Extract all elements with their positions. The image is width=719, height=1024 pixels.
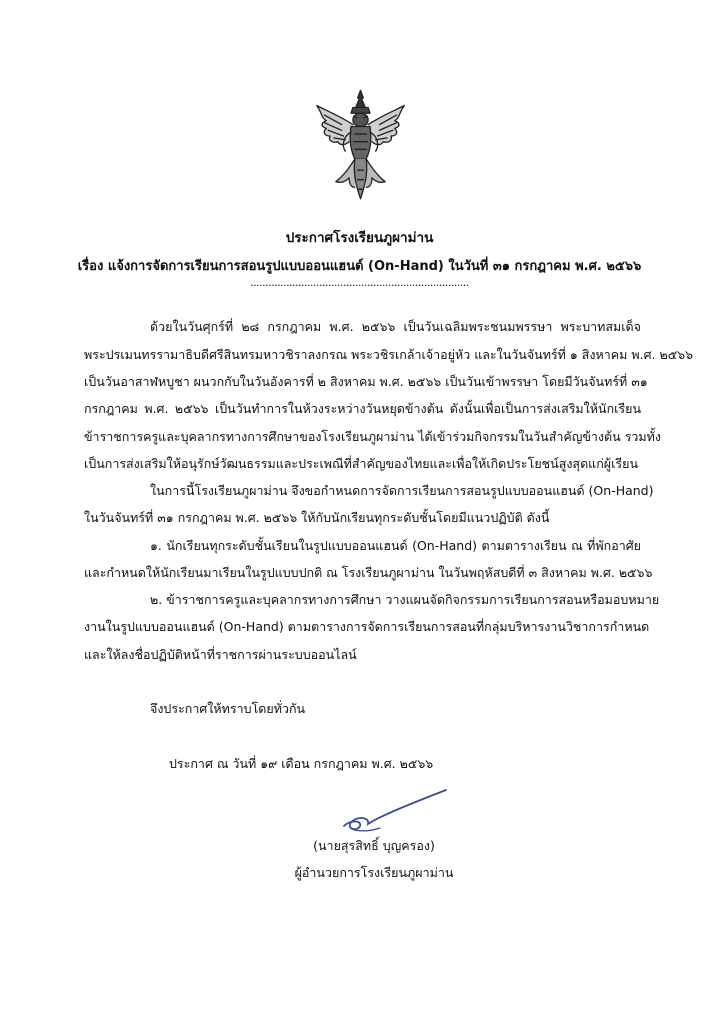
body-line: งานในรูปแบบออนแฮนด์ (On-Hand) ตามตารางการจัดการเรียนการสอนที่กลุ่มบริหารงานวิชาการกำหนด xyxy=(84,619,650,634)
body-line: เป็นการส่งเสริมให้อนุรักษ์วัฒนธรรมและประเพณีที่สำคัญของไทยและเพื่อให้เกิดประโยชน์สูงสุดแก่ผู้เรียน xyxy=(84,456,638,471)
body-line: ในวันจันทร์ที่ ๓๑ กรกฎาคม พ.ศ. ๒๕๖๖ ให้กับนักเรียนทุกระดับชั้นโดยมีแนวปฏิบัติ ดังนี้ xyxy=(84,510,550,525)
title-separator: ......................................................................... xyxy=(250,276,469,289)
body-line: เป็นวันอาสาฬหบูชา ผนวกกับในวันอังคารที่ ๒ สิงหาคม พ.ศ. ๒๕๖๖ เป็นวันเข้าพรรษา โดยมีวันจันทร์ที่ ๓๑ xyxy=(84,374,648,389)
body-line: ๑. นักเรียนทุกระดับชั้นเรียนในรูปแบบออนแฮนด์ (On-Hand) ตามตารางเรียน ณ ที่พักอาศัย xyxy=(150,538,641,553)
signer-name: (นายสุรสิทธิ์ บุญครอง) xyxy=(313,838,435,853)
announcement-subject: เรื่อง แจ้งการจัดการเรียนการสอนรูปแบบออนแฮนด์ (On-Hand) ในวันที่ ๓๑ กรกฎาคม พ.ศ. ๒๕๖๖ xyxy=(77,259,642,274)
signer-position: ผู้อำนวยการโรงเรียนภูผาม่าน xyxy=(294,865,454,880)
body-line: ด้วยในวันศุกร์ที่ ๒๘ กรกฎาคม พ.ศ. ๒๕๖๖ เป็นวันเฉลิมพระชนมพรรษา พระบาทสมเด็จ xyxy=(150,319,641,334)
body-line: และให้ลงชื่อปฏิบัติหน้าที่ราชการผ่านระบบออนไลน์ xyxy=(84,647,357,662)
body-line: และกำหนดให้นักเรียนมาเรียนในรูปแบบปกติ ณ โรงเรียนภูผาม่าน ในวันพฤหัสบดีที่ ๓ สิงหาคม พ.ศ. ๒๕๖๖ xyxy=(84,565,653,580)
body-line: กรกฎาคม พ.ศ. ๒๕๖๖ เป็นวันทำการในห้วงระหว่างวันหยุดข้างต้น ดังนั้นเพื่อเป็นการส่งเสริมให้นักเรียน xyxy=(84,401,641,416)
handwritten-signature-icon xyxy=(340,786,452,838)
garuda-emblem-icon xyxy=(313,88,408,203)
body-line: ในการนี้โรงเรียนภูผาม่าน จึงขอกำหนดการจัดการเรียนการสอนรูปแบบออนแฮนด์ (On-Hand) xyxy=(150,483,654,498)
announcement-title: ประกาศโรงเรียนภูผาม่าน xyxy=(285,230,434,246)
body-line: ข้าราชการครูและบุคลากรทางการศึกษาของโรงเรียนภูผาม่าน ได้เข้าร่วมกิจกรรมในวันสำคัญข้างต้น รวมทั้ง xyxy=(84,429,662,444)
announce-date: ประกาศ ณ วันที่ ๑๙ เดือน กรกฎาคม พ.ศ. ๒๕๖๖ xyxy=(169,756,434,771)
body-line: พระปรเมนทรรามาธิบดีศรีสินทรมหาวชิราลงกรณ พระวชิรเกล้าเจ้าอยู่หัว และในวันจันทร์ที่ ๑ สิงหาคม พ.ศ. ๒๕๖๖ xyxy=(84,347,694,362)
body-line: ๒. ข้าราชการครูและบุคลากรทางการศึกษา วางแผนจัดกิจกรรมการเรียนการสอนหรือมอบหมาย xyxy=(150,592,660,607)
closing-text: จึงประกาศให้ทราบโดยทั่วกัน xyxy=(150,701,306,716)
